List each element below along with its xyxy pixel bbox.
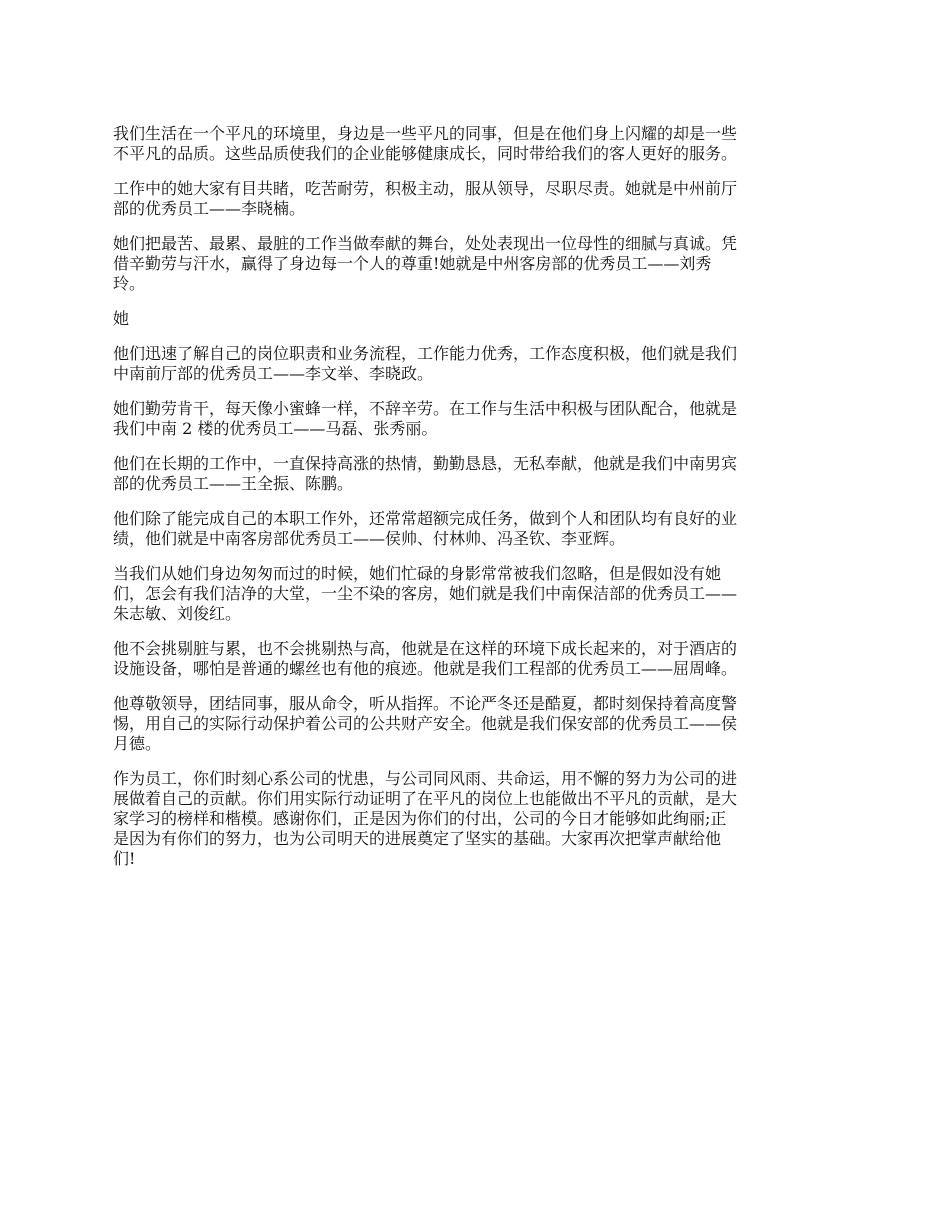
paragraph-12: 作为员工，你们时刻心系公司的忧患，与公司同风雨、共命运，用不懈的努力为公司的进 展做着自己的贡献。你们用实际行动证明了在平凡的岗位上也能做出不平凡的贡献，是大 家学习的榜样和楷模。感谢你们，正是因为你们的付出，公司的今日才能够如此绚丽;正 是因为有你们的努力，也为公司明天的进展奠定了坚实的基础。大家再次把掌声献给他 们! <box>113 769 738 868</box>
document-body <box>113 124 843 884</box>
paragraph-10: 他不会挑剔脏与累，也不会挑剔热与高，他就是在这样的环境下成长起来的，对于酒店的 设施设备，哪怕是普通的螺丝也有他的痕迹。他就是我们工程部的优秀员工——屈周峰。 <box>113 639 738 678</box>
paragraph-4: 她 <box>113 309 130 328</box>
paragraph-11: 他尊敬领导，团结同事，服从命令，听从指挥。不论严冬还是酷夏，都时刻保持着高度警 惕，用自己的实际行动保护着公司的公共财产安全。他就是我们保安部的优秀员工——侯 月德。 <box>113 694 738 753</box>
paragraph-7: 他们在长期的工作中，一直保持高涨的热情，勤勤恳恳，无私奉献，他就是我们中南男宾 部的优秀员工——王全振、陈鹏。 <box>113 454 738 493</box>
paragraph-5: 他们迅速了解自己的岗位职责和业务流程，工作能力优秀，工作态度积极，他们就是我们 中南前厅部的优秀员工——李文举、李晓政。 <box>113 344 738 383</box>
paragraph-1: 我们生活在一个平凡的环境里，身边是一些平凡的同事，但是在他们身上闪耀的却是一些 不平凡的品质。这些品质使我们的企业能够健康成长，同时带给我们的客人更好的服务。 <box>113 124 738 163</box>
paragraph-6: 她们勤劳肯干，每天像小蜜蜂一样，不辞辛劳。在工作与生活中积极与团队配合，他就是 我们中南 2 楼的优秀员工——马磊、张秀丽。 <box>113 399 738 438</box>
paragraph-8: 他们除了能完成自己的本职工作外，还常常超额完成任务，做到个人和团队均有良好的业 绩，他们就是中南客房部优秀员工——侯帅、付林帅、冯圣钦、李亚辉。 <box>113 509 738 548</box>
paragraph-3: 她们把最苦、最累、最脏的工作当做奉献的舞台，处处表现出一位母性的细腻与真诚。凭 借辛勤劳与汗水，赢得了身边每一个人的尊重!她就是中州客房部的优秀员工——刘秀 玲。 <box>113 234 738 293</box>
paragraph-2: 工作中的她大家有目共睹，吃苦耐劳，积极主动，服从领导，尽职尽责。她就是中州前厅 部的优秀员工——李晓楠。 <box>113 179 738 218</box>
paragraph-9: 当我们从她们身边匆匆而过的时候，她们忙碌的身影常常被我们忽略，但是假如没有她 们，怎会有我们洁净的大堂，一尘不染的客房，她们就是我们中南保洁部的优秀员工—— 朱志敏、刘俊红。 <box>113 564 738 623</box>
